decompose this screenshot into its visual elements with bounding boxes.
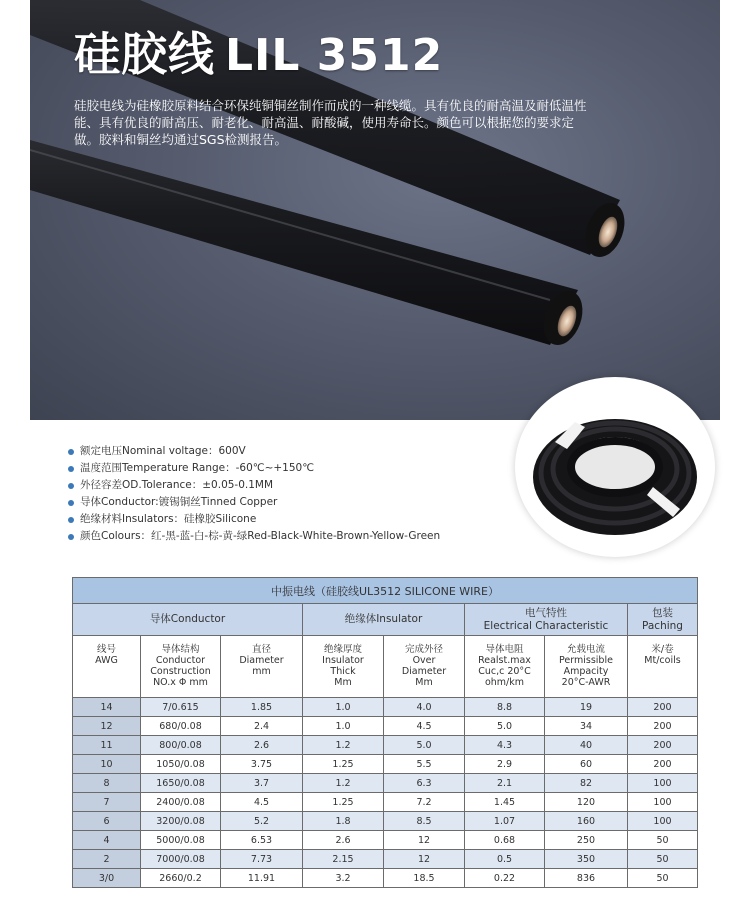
column-header-line: Cuc,c 20°C <box>478 666 531 677</box>
column-header-line: Ampacity <box>563 666 609 677</box>
table-cell: 1.07 <box>465 812 545 831</box>
column-header-line: Realst.max <box>478 655 531 666</box>
table-cell: 250 <box>545 831 628 850</box>
awg-cell: 6 <box>73 812 141 831</box>
table-row <box>73 850 698 869</box>
table-cell: 800/0.08 <box>141 736 221 755</box>
table-cell: 1.25 <box>303 755 384 774</box>
table-cell: 100 <box>628 774 698 793</box>
hero-banner <box>30 0 720 420</box>
table-cell: 4.5 <box>221 793 303 812</box>
spec-table-container <box>72 577 697 888</box>
table-cell: 3.75 <box>221 755 303 774</box>
column-header-line: Permissible <box>559 655 613 666</box>
table-cell: 3.7 <box>221 774 303 793</box>
group-electrical <box>465 604 628 636</box>
column-header <box>73 636 141 698</box>
spec-text: 导体Conductor:镀锡铜丝Tinned Copper <box>80 496 278 508</box>
awg-cell: 12 <box>73 717 141 736</box>
column-header <box>465 636 545 698</box>
table-cell: 11.91 <box>221 869 303 888</box>
group-packing <box>628 604 698 636</box>
table-cell: 200 <box>628 755 698 774</box>
table-cell: 18.5 <box>384 869 465 888</box>
spec-temperature <box>68 460 488 477</box>
table-cell: 2.4 <box>221 717 303 736</box>
table-cell: 2.6 <box>221 736 303 755</box>
spec-colours <box>68 528 488 545</box>
table-cell: 200 <box>628 698 698 717</box>
awg-cell: 11 <box>73 736 141 755</box>
awg-cell: 7 <box>73 793 141 812</box>
bullet-icon <box>68 449 74 455</box>
column-header-line: 20°C-AWR <box>561 677 611 688</box>
table-cell: 4.5 <box>384 717 465 736</box>
column-header <box>303 636 384 698</box>
column-header-line: Mm <box>415 677 433 688</box>
column-header-line: Thick <box>330 666 356 677</box>
group-electrical-en: Electrical Characteristic <box>483 619 609 632</box>
table-cell: 1.2 <box>303 736 384 755</box>
table-row <box>73 793 698 812</box>
spec-text: 颜色Colours：红-黑-蓝-白-棕-黄-绿Red-Black-White-Brown-Yellow-Green <box>80 530 441 542</box>
column-header-line: 允载电流 <box>566 644 605 655</box>
table-cell: 100 <box>628 812 698 831</box>
spec-text: 额定电压Nominal voltage：600V <box>80 445 246 457</box>
table-cell: 1.0 <box>303 717 384 736</box>
table-cell: 50 <box>628 850 698 869</box>
table-body <box>73 698 698 888</box>
awg-cell: 8 <box>73 774 141 793</box>
table-cell: 6.53 <box>221 831 303 850</box>
column-header-line: Insulator <box>322 655 364 666</box>
table-cell: 8.5 <box>384 812 465 831</box>
table-cell: 0.22 <box>465 869 545 888</box>
table-cell: 4.3 <box>465 736 545 755</box>
table-group-row <box>73 604 698 636</box>
spec-conductor <box>68 494 488 511</box>
column-header <box>141 636 221 698</box>
table-cell: 2.1 <box>465 774 545 793</box>
table-cell: 7.73 <box>221 850 303 869</box>
table-row <box>73 774 698 793</box>
table-cell: 0.68 <box>465 831 545 850</box>
table-cell: 1050/0.08 <box>141 755 221 774</box>
column-header-line: 线号 <box>96 644 116 655</box>
group-electrical-cn: 电气特性 <box>525 606 567 619</box>
column-header <box>221 636 303 698</box>
table-cell: 1.25 <box>303 793 384 812</box>
column-header-line: 米/卷 <box>651 644 674 655</box>
table-cell: 2400/0.08 <box>141 793 221 812</box>
table-cell: 200 <box>628 717 698 736</box>
table-cell: 2660/0.2 <box>141 869 221 888</box>
table-row <box>73 698 698 717</box>
table-cell: 5.0 <box>465 717 545 736</box>
table-title-row <box>73 578 698 604</box>
page-title <box>74 18 443 84</box>
cable-coil-image <box>515 377 715 557</box>
group-packing-cn: 包装 <box>652 606 673 619</box>
table-cell: 7.2 <box>384 793 465 812</box>
column-header <box>384 636 465 698</box>
table-row <box>73 717 698 736</box>
table-cell: 836 <box>545 869 628 888</box>
table-header-row <box>73 636 698 698</box>
bullet-icon <box>68 466 74 472</box>
table-cell: 680/0.08 <box>141 717 221 736</box>
table-cell: 2.6 <box>303 831 384 850</box>
table-cell: 1.45 <box>465 793 545 812</box>
table-cell: 2.9 <box>465 755 545 774</box>
table-cell: 2.15 <box>303 850 384 869</box>
table-cell: 8.8 <box>465 698 545 717</box>
table-cell: 160 <box>545 812 628 831</box>
bullet-icon <box>68 483 74 489</box>
spec-table <box>72 577 698 888</box>
column-header-line: 导体结构 <box>161 644 200 655</box>
table-cell: 50 <box>628 869 698 888</box>
column-header-line: Diameter <box>239 655 284 666</box>
column-header-line: mm <box>252 666 271 677</box>
table-cell: 350 <box>545 850 628 869</box>
bullet-icon <box>68 534 74 540</box>
table-cell: 0.5 <box>465 850 545 869</box>
table-cell: 50 <box>628 831 698 850</box>
awg-cell: 4 <box>73 831 141 850</box>
bullet-icon <box>68 500 74 506</box>
column-header-line: Mm <box>334 677 352 688</box>
table-cell: 1.8 <box>303 812 384 831</box>
table-cell: 12 <box>384 831 465 850</box>
spec-insulator <box>68 511 488 528</box>
spec-text: 外径容差OD.Tolerance：±0.05-0.1MM <box>80 479 274 491</box>
column-header-line: Conductor <box>155 655 206 666</box>
table-cell: 40 <box>545 736 628 755</box>
table-cell: 5000/0.08 <box>141 831 221 850</box>
column-header-line: 完成外径 <box>404 644 443 655</box>
column-header-line: Construction <box>150 666 211 677</box>
table-cell: 6.3 <box>384 774 465 793</box>
spec-voltage <box>68 443 488 460</box>
awg-cell: 2 <box>73 850 141 869</box>
table-cell: 12 <box>384 850 465 869</box>
column-header-line: 绝缘厚度 <box>323 644 362 655</box>
table-cell: 5.0 <box>384 736 465 755</box>
table-cell: 200 <box>628 736 698 755</box>
table-cell: 5.5 <box>384 755 465 774</box>
table-cell: 7/0.615 <box>141 698 221 717</box>
column-header-line: NO.x Φ mm <box>153 677 208 688</box>
table-cell: 3200/0.08 <box>141 812 221 831</box>
spec-tolerance <box>68 477 488 494</box>
group-conductor: 导体Conductor <box>73 604 303 636</box>
spec-text: 绝缘材料Insulators：硅橡胶Silicone <box>80 513 257 525</box>
table-cell: 19 <box>545 698 628 717</box>
table-cell: 3.2 <box>303 869 384 888</box>
table-cell: 34 <box>545 717 628 736</box>
awg-cell: 3/0 <box>73 869 141 888</box>
coil-illustration <box>515 377 715 557</box>
table-cell: 1650/0.08 <box>141 774 221 793</box>
column-header-line: 直径 <box>251 644 271 655</box>
table-cell: 1.2 <box>303 774 384 793</box>
spec-list <box>68 443 488 545</box>
table-row <box>73 831 698 850</box>
table-cell: 4.0 <box>384 698 465 717</box>
column-header-line: Over <box>412 655 436 666</box>
awg-cell: 10 <box>73 755 141 774</box>
model-number: LIL 3512 <box>225 30 444 81</box>
column-header-line: ohm/km <box>484 677 525 688</box>
table-cell: 120 <box>545 793 628 812</box>
column-header <box>628 636 698 698</box>
table-cell: 7000/0.08 <box>141 850 221 869</box>
table-cell: 60 <box>545 755 628 774</box>
table-title: 中振电线（硅胶线UL3512 SILICONE WIRE） <box>73 578 698 604</box>
product-description: 硅胶电线为硅橡胶原料结合环保纯铜铜丝制作而成的一种线缆。具有优良的耐高温及耐低温性能、具有优良的耐高压、耐老化、耐高温、耐酸碱，使用寿命长。颜色可以根据您的要求定做。胶料和铜丝均通过SGS检测报告。 <box>74 98 587 147</box>
group-insulator: 绝缘体Insulator <box>303 604 465 636</box>
group-packing-en: Paching <box>642 619 683 632</box>
table-row <box>73 812 698 831</box>
column-header <box>545 636 628 698</box>
column-header-line: Diameter <box>401 666 447 677</box>
column-header-line: Mt/coils <box>644 655 681 666</box>
table-row <box>73 736 698 755</box>
table-cell: 100 <box>628 793 698 812</box>
table-cell: 1.85 <box>221 698 303 717</box>
table-cell: 1.0 <box>303 698 384 717</box>
awg-cell: 14 <box>73 698 141 717</box>
table-cell: 5.2 <box>221 812 303 831</box>
column-header-line: AWG <box>95 655 118 666</box>
table-row <box>73 869 698 888</box>
table-cell: 82 <box>545 774 628 793</box>
column-header-line: 导体电阻 <box>485 644 524 655</box>
table-row <box>73 755 698 774</box>
title-cn: 硅胶线 <box>74 27 215 81</box>
bullet-icon <box>68 517 74 523</box>
spec-text: 温度范围Temperature Range：-60℃~+150℃ <box>80 462 314 474</box>
